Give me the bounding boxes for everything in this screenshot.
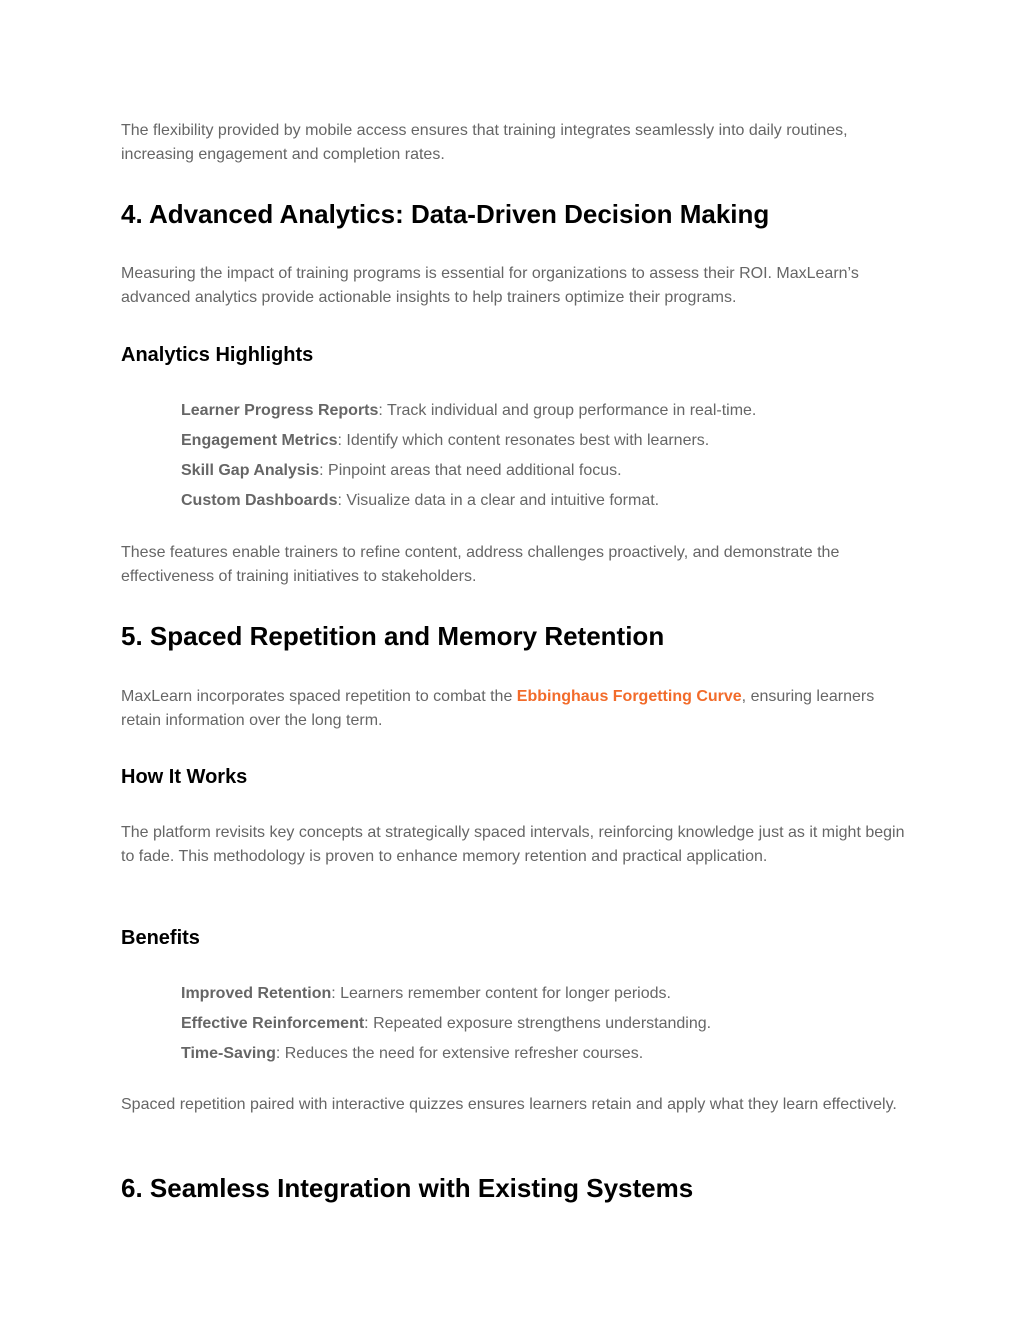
- list-item: [181, 461, 911, 491]
- list-item-desc: : Learners remember content for longer periods.: [331, 985, 671, 1002]
- list-item: [181, 491, 911, 521]
- list-item-term: Skill Gap Analysis: [181, 462, 320, 479]
- list-item: [181, 431, 911, 461]
- ebbinghaus-link[interactable]: Ebbinghaus Forgetting Curve: [516, 688, 742, 705]
- list-item-term: Custom Dashboards: [181, 492, 338, 509]
- section-4-heading: 4. Advanced Analytics: Data-Driven Decision Making: [121, 199, 770, 229]
- paragraph-text: , ensuring learners retain information over the long term.: [121, 688, 875, 729]
- list-item-desc: : Repeated exposure strengthens understanding.: [364, 1015, 712, 1032]
- list-item-desc: : Reduces the need for extensive refresher courses.: [275, 1045, 644, 1062]
- list-item-desc: : Identify which content resonates best with learners.: [337, 432, 710, 449]
- list-item-term: Time-Saving: [181, 1045, 276, 1062]
- list-item: [181, 401, 911, 431]
- list-item: [181, 1014, 911, 1044]
- section-4-closing-paragraph: These features enable trainers to refine content, address challenges proactively, and demonstrate the effectiveness of training initiatives to stakeholders.: [121, 544, 840, 585]
- list-item: [181, 984, 911, 1014]
- section-5-heading: 5. Spaced Repetition and Memory Retention: [121, 621, 665, 651]
- list-item-term: Improved Retention: [181, 985, 332, 1002]
- paragraph-text: MaxLearn incorporates spaced repetition to combat the: [121, 688, 517, 705]
- section-4-paragraph: Measuring the impact of training programs is essential for organizations to assess their ROI. MaxLearn’s advanced analytics provide actionable insights to help trainers optimize their programs.: [121, 265, 859, 306]
- section-5-closing-paragraph: Spaced repetition paired with interactive quizzes ensures learners retain and apply what they learn effectively.: [121, 1096, 897, 1113]
- list-item-desc: : Pinpoint areas that need additional focus.: [319, 462, 622, 479]
- benefits-heading: Benefits: [121, 927, 200, 949]
- list-item-term: Effective Reinforcement: [181, 1015, 365, 1032]
- benefits-list: [181, 984, 911, 1074]
- analytics-highlights-list: [181, 401, 911, 521]
- list-item-desc: : Visualize data in a clear and intuitive format.: [337, 492, 660, 509]
- section-6-heading: 6. Seamless Integration with Existing Systems: [121, 1173, 694, 1203]
- analytics-highlights-heading: Analytics Highlights: [121, 344, 314, 366]
- list-item-term: Engagement Metrics: [181, 432, 338, 449]
- list-item: [181, 1044, 911, 1074]
- list-item-term: Learner Progress Reports: [181, 402, 379, 419]
- how-it-works-paragraph: The platform revisits key concepts at strategically spaced intervals, reinforcing knowledge just as it might begin to fade. This methodology is proven to enhance memory retention and practical application.: [121, 824, 905, 865]
- how-it-works-heading: How It Works: [121, 766, 248, 788]
- list-item-desc: : Track individual and group performance in real-time.: [378, 402, 757, 419]
- section-5-paragraph: [121, 685, 911, 732]
- intro-paragraph: The flexibility provided by mobile access ensures that training integrates seamlessly into daily routines, increasing engagement and completion rates.: [121, 122, 848, 163]
